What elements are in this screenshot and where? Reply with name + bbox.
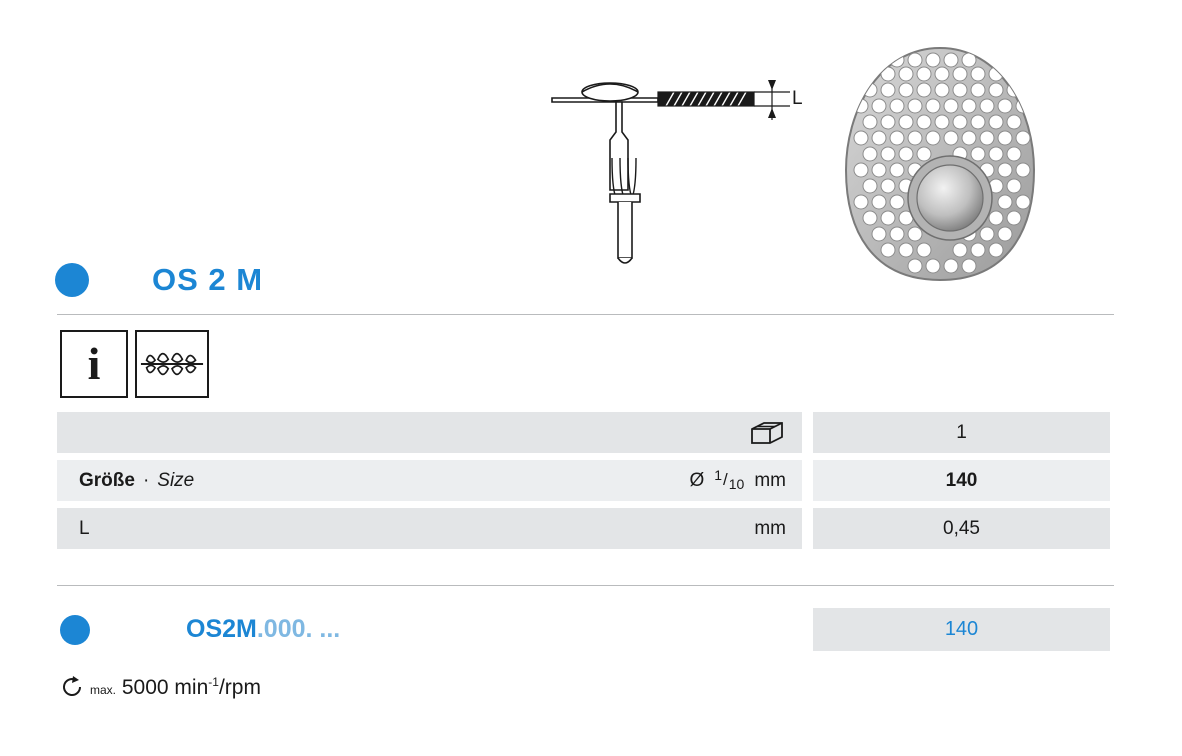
fraction-slash: / (723, 469, 728, 489)
diameter-symbol: Ø (689, 469, 705, 491)
spec-label-L: L (79, 517, 90, 539)
page-title: OS 2 M (152, 262, 264, 297)
spec-unit (754, 518, 786, 540)
divider-bottom (57, 585, 1114, 586)
order-color-dot (60, 615, 90, 645)
table-row (57, 508, 1114, 549)
table-row (57, 412, 1114, 453)
packaging-unit (748, 420, 786, 446)
footer-note (90, 675, 261, 700)
rotation-icon (60, 674, 86, 700)
order-code (186, 615, 340, 644)
spec-value-cell: 140 (813, 460, 1110, 501)
info-icon (60, 330, 128, 398)
footer-speed-unit: min (174, 675, 209, 699)
product-color-dot (55, 263, 89, 297)
spec-label-cell (57, 508, 802, 549)
order-value-cell: 140 (813, 608, 1110, 651)
fraction-numerator: 1 (714, 466, 723, 483)
spec-value-cell: 1 (813, 412, 1110, 453)
icon-row (60, 330, 209, 398)
spec-label-cell (57, 460, 802, 501)
spec-label-cell (57, 412, 802, 453)
footer-speed-exponent: -1 (208, 674, 219, 689)
spec-label-separator: · (142, 469, 150, 491)
order-code-suffix: .000. ... (256, 615, 341, 643)
order-row (57, 608, 1114, 651)
spec-unit (689, 466, 786, 492)
spec-label-en: Size (157, 469, 195, 491)
dental-arch-icon-graphic (137, 332, 207, 396)
dental-arch-icon (135, 330, 209, 398)
table-row (57, 460, 1114, 501)
spec-label-de: Größe (79, 469, 135, 491)
divider-top (57, 314, 1114, 315)
box-icon (748, 420, 786, 446)
dimension-label-L: L (792, 88, 803, 109)
product-title-row (0, 248, 1182, 312)
info-icon-glyph: i (87, 338, 101, 389)
footer-speed-alt: /rpm (218, 675, 261, 699)
order-code-main: OS2M (186, 615, 257, 643)
footer-max-label: max. (90, 682, 117, 697)
spec-value-cell: 0,45 (813, 508, 1110, 549)
footer-speed (60, 674, 261, 700)
unit-text: mm (754, 517, 786, 539)
fraction-denominator: 10 (728, 475, 745, 492)
spec-table (57, 412, 1114, 556)
unit-text: mm (754, 469, 786, 491)
fraction-one-tenth (714, 466, 745, 492)
footer-speed-value: 5000 (121, 675, 169, 699)
